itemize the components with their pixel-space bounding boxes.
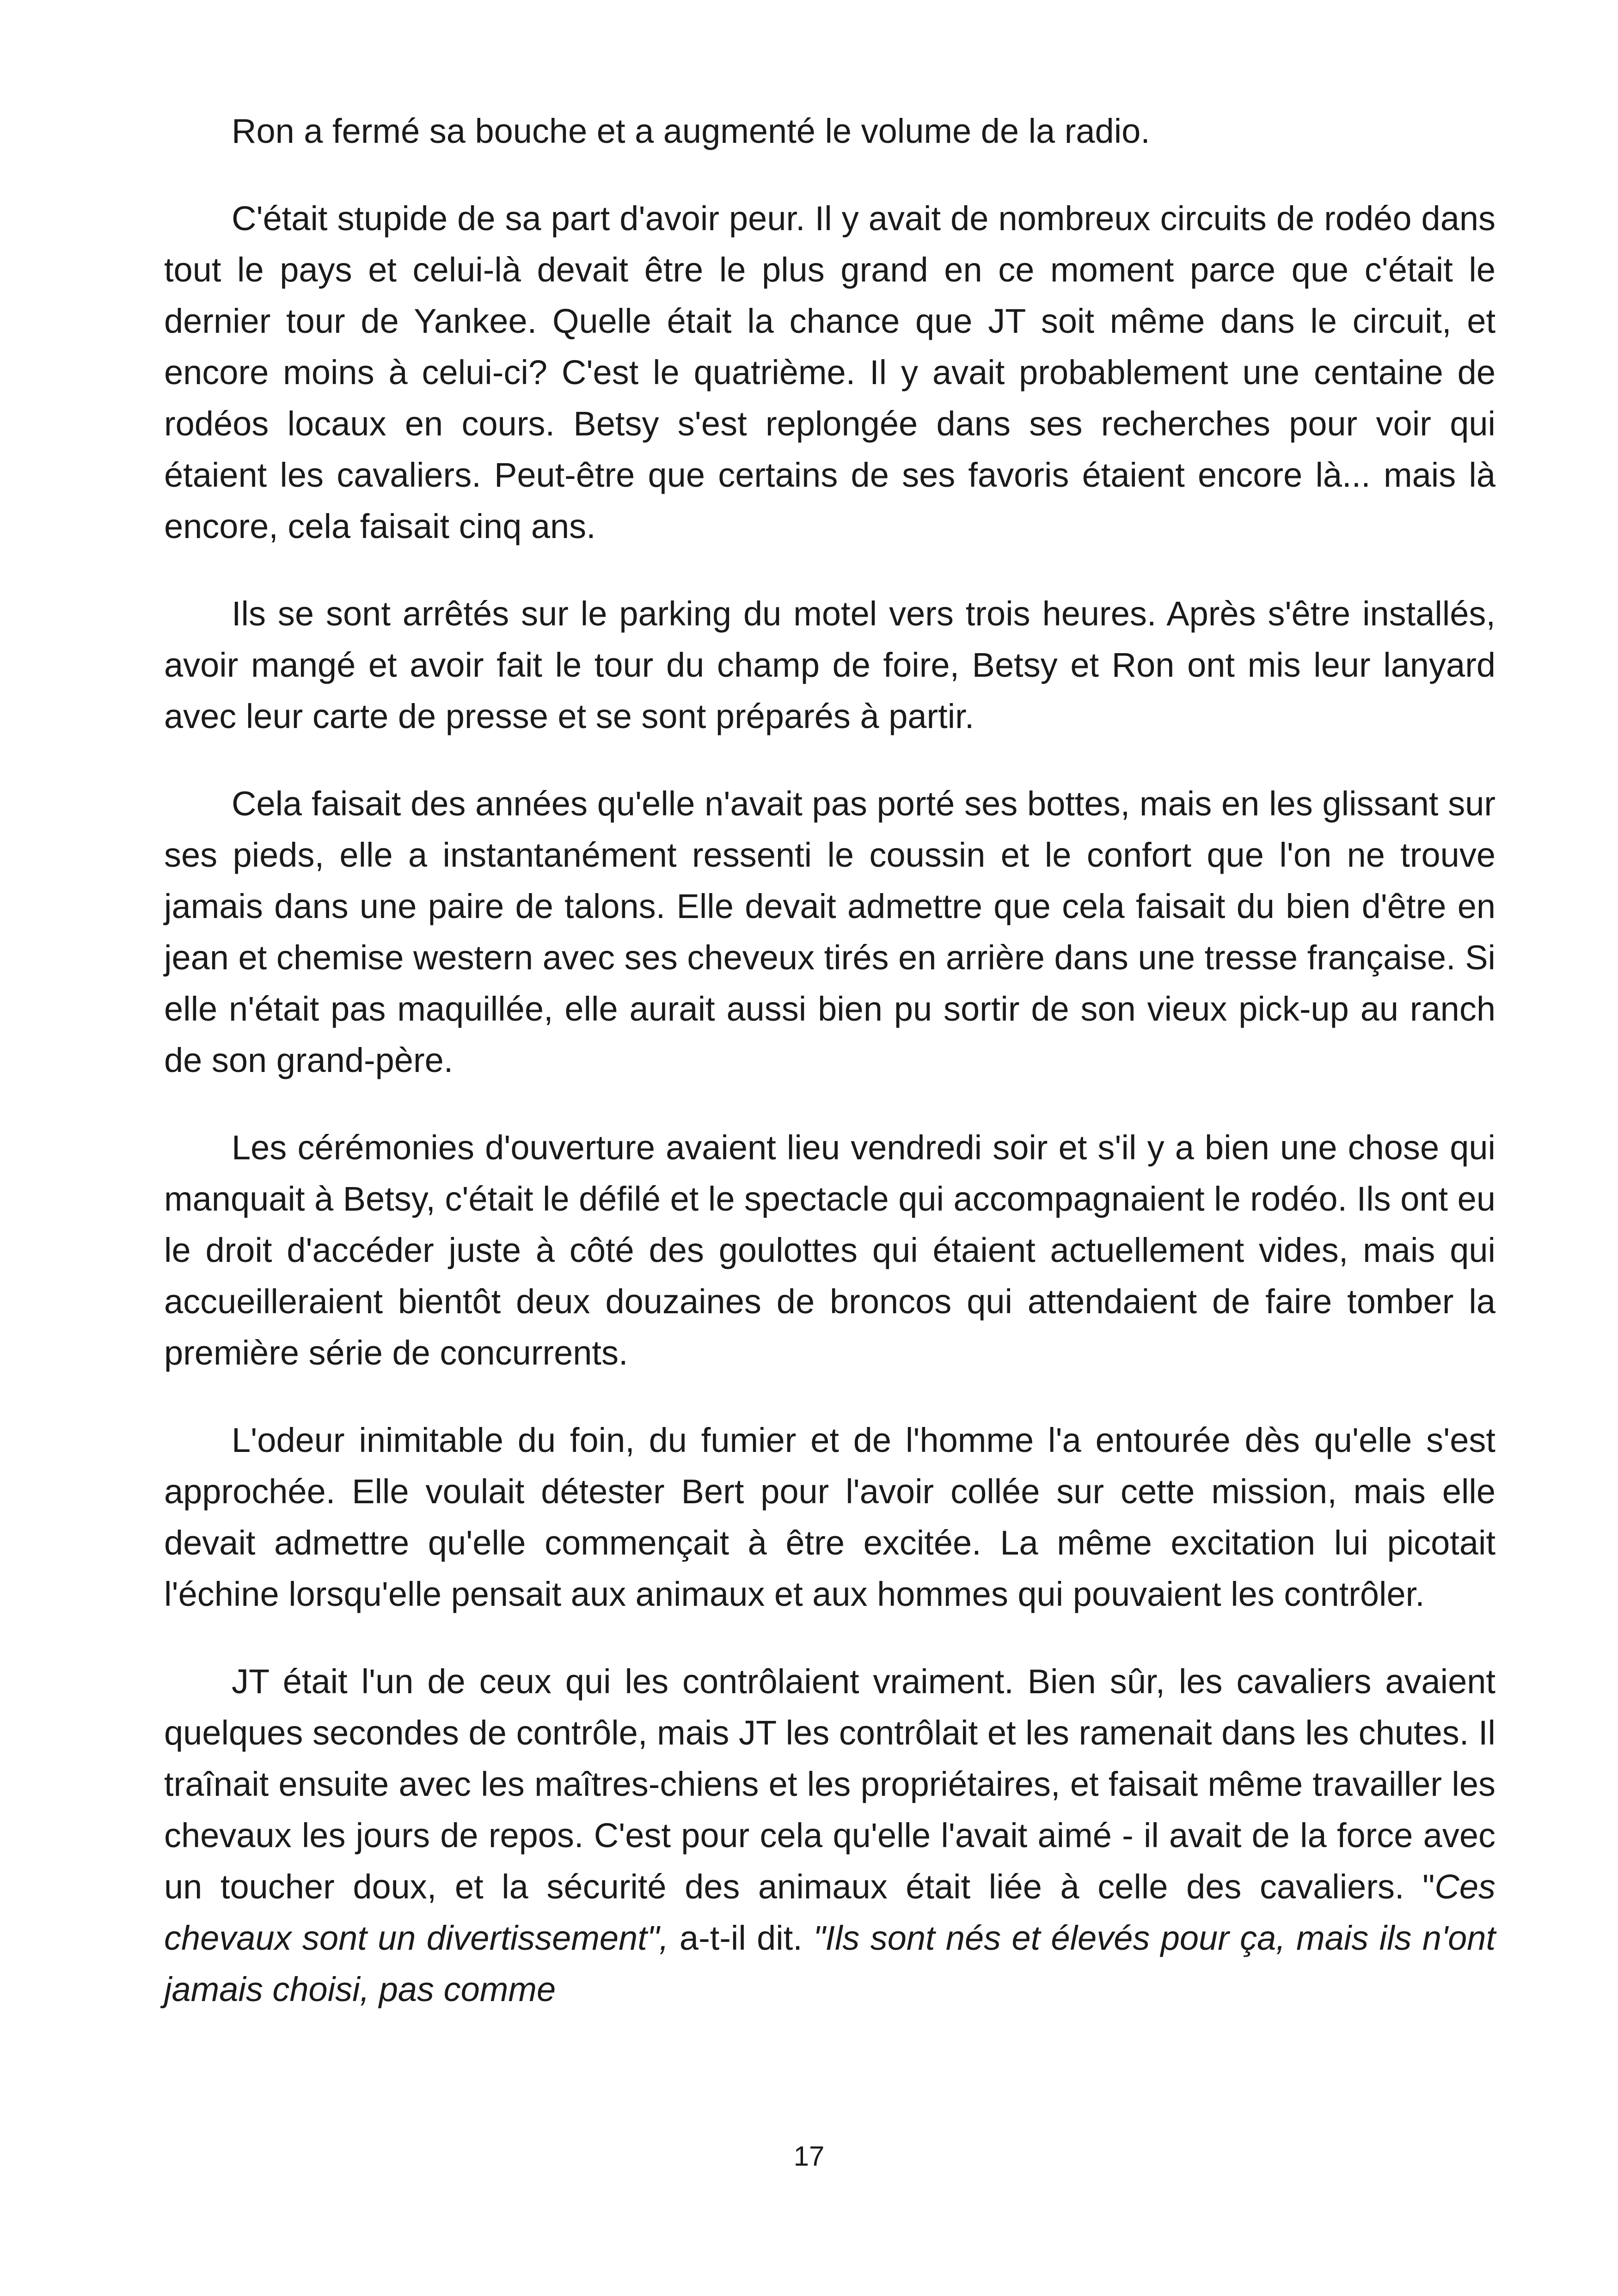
paragraph-5: Les cérémonies d'ouverture avaient lieu vendredi soir et s'il y a bien une chose qui manquait à Betsy, c'était le défilé et le spectacle qui accompagnaient le rodéo. Ils ont eu le droit d'accéder juste à côté des goulottes qui étaient actuellement vides, mais qui accueilleraient bientôt deux douzaines de broncos qui attendaient de faire tomber la première série de concurrents. — [164, 1128, 1495, 1372]
paragraph-7-quote-b: "Ils sont nés et élevés pour ça, mais ils n'ont jamais choisi, pas comme — [164, 1919, 1496, 2008]
paragraph-7 — [164, 1656, 1495, 2015]
paragraph-7-quote-a: Ces chevaux sont un divertissement", — [164, 1867, 1495, 1957]
body-text — [164, 105, 1495, 2015]
page-number: 17 — [793, 2141, 825, 2172]
paragraph-1: Ron a fermé sa bouche et a augmenté le volume de la radio. — [232, 112, 1150, 150]
paragraph-6: L'odeur inimitable du foin, du fumier et de l'homme l'a entourée dès qu'elle s'est approchée. Elle voulait détester Bert pour l'avoir collée sur cette mission, mais elle devait admettre qu'elle commençait à être excitée. La même excitation lui picotait l'échine lorsqu'elle pensait aux animaux et aux hommes qui pouvaient les contrôler. — [164, 1421, 1495, 1613]
paragraph-3: Ils se sont arrêtés sur le parking du motel vers trois heures. Après s'être installés, avoir mangé et avoir fait le tour du champ de foire, Betsy et Ron ont mis leur lanyard avec leur carte de presse et se sont préparés à partir. — [164, 594, 1495, 735]
paragraph-2: C'était stupide de sa part d'avoir peur. Il y avait de nombreux circuits de rodéo dans tout le pays et celui-là devait être le plus grand en ce moment parce que c'était le dernier tour de Yankee. Quelle était la chance que JT soit même dans le circuit, et encore moins à celui-ci? C'est le quatrième. Il y avait probablement une centaine de rodéos locaux en cours. Betsy s'est replongée dans ses recherches pour voir qui étaient les cavaliers. Peut-être que certains de ses favoris étaient encore là... mais là encore, cela faisait cinq ans. — [164, 199, 1495, 545]
paragraph-7-text-a: JT était l'un de ceux qui les contrôlaient vraiment. Bien sûr, les cavaliers avaient quelques secondes de contrôle, mais JT les contrôlait et les ramenait dans les chutes. Il traînait ensuite avec les maîtres-chiens et les propriétaires, et faisait même travailler les chevaux les jours de repos. C'est pour cela qu'elle l'avait aimé - il avait de la force avec un toucher doux, et la sécurité des animaux était liée à celle des cavaliers. " — [164, 1662, 1495, 1906]
paragraph-7-text-b: a-t-il dit. — [668, 1919, 814, 1957]
paragraph-4: Cela faisait des années qu'elle n'avait pas porté ses bottes, mais en les glissant sur ses pieds, elle a instantanément ressenti le coussin et le confort que l'on ne trouve jamais dans une paire de talons. Elle devait admettre que cela faisait du bien d'être en jean et chemise western avec ses cheveux tirés en arrière dans une tresse française. Si elle n'était pas maquillée, elle aurait aussi bien pu sortir de son vieux pick-up au ranch de son grand-père. — [164, 784, 1495, 1079]
